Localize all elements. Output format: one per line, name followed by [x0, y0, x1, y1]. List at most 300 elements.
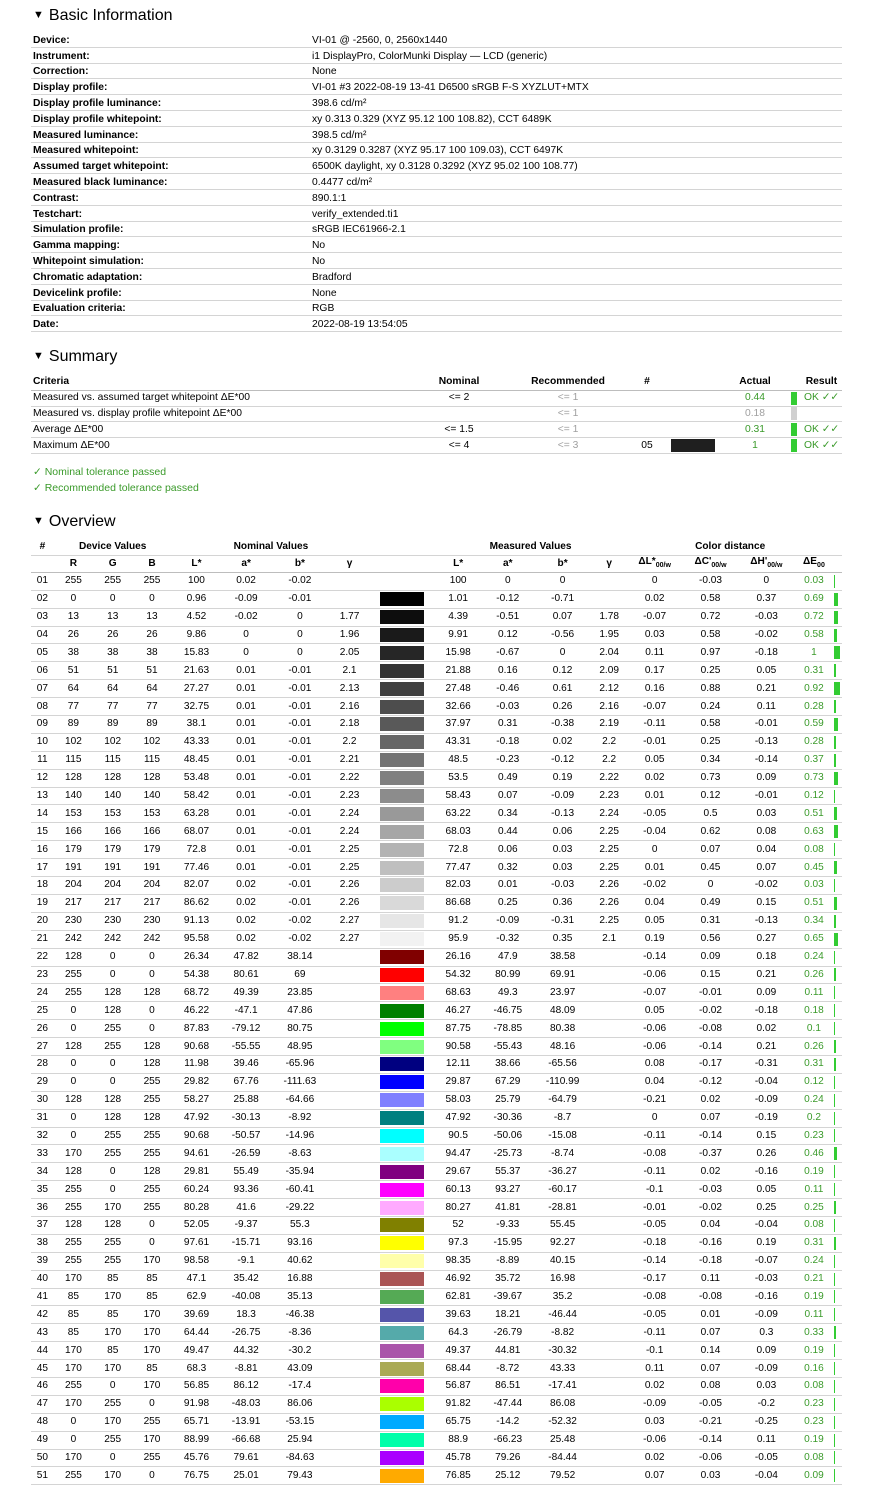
- patch-cell: 0: [627, 572, 683, 590]
- patch-cell: 79.26: [482, 1449, 534, 1467]
- delta-e-bar-cell: [834, 912, 842, 930]
- patch-cell: [329, 590, 370, 608]
- patch-cell: 2.27: [329, 930, 370, 948]
- delta-e-bar-cell: [834, 590, 842, 608]
- patch-cell: 51: [54, 662, 93, 680]
- summary-heading[interactable]: ▼ Summary: [33, 348, 118, 365]
- patch-cell: 0.31: [482, 716, 534, 734]
- delta-e-cell: 0.92: [794, 680, 833, 698]
- delta-e-bar: [834, 807, 837, 820]
- patch-cell: -0.21: [683, 1413, 739, 1431]
- swatch-cell: [370, 1288, 434, 1306]
- patch-cell: 170: [54, 1395, 93, 1413]
- info-row: [31, 300, 842, 316]
- delta-e-cell: 0.23: [794, 1127, 833, 1145]
- patch-cell: 128: [54, 769, 93, 787]
- patch-cell: 48.09: [534, 1002, 592, 1020]
- col-header: b*: [534, 555, 592, 572]
- patch-cell: 35: [31, 1181, 54, 1199]
- delta-e-cell: 0.23: [794, 1395, 833, 1413]
- patch-cell: 0: [534, 572, 592, 590]
- patch-cell: 115: [54, 751, 93, 769]
- patch-cell: 0.11: [683, 1270, 739, 1288]
- delta-e-bar: [834, 646, 840, 659]
- info-value: sRGB IEC61966-2.1: [310, 221, 842, 237]
- patch-cell: 0.01: [683, 1306, 739, 1324]
- delta-e-bar: [834, 968, 836, 981]
- info-value: verify_extended.ti1: [310, 205, 842, 221]
- patch-row: [31, 877, 842, 895]
- recommended-cell: <= 1: [511, 422, 625, 438]
- patch-cell: 128: [132, 1038, 171, 1056]
- delta-e-cell: 0.26: [794, 1038, 833, 1056]
- patch-cell: 15.98: [434, 644, 482, 662]
- patch-cell: 170: [54, 1145, 93, 1163]
- patch-cell: 128: [54, 1216, 93, 1234]
- patch-cell: -60.17: [534, 1181, 592, 1199]
- patch-row: [31, 1252, 842, 1270]
- patch-row: [31, 644, 842, 662]
- patch-cell: 2.25: [592, 912, 627, 930]
- patch-cell: 0.96: [172, 590, 222, 608]
- patch-row: [31, 626, 842, 644]
- patch-cell: 0: [54, 1431, 93, 1449]
- patch-row: [31, 1360, 842, 1378]
- patch-cell: [329, 1449, 370, 1467]
- patch-cell: [329, 1181, 370, 1199]
- patch-cell: 64.44: [172, 1324, 222, 1342]
- patch-cell: 38.14: [271, 948, 329, 966]
- patch-cell: -0.17: [627, 1270, 683, 1288]
- patch-cell: 128: [54, 1038, 93, 1056]
- delta-e-bar-cell: [834, 787, 842, 805]
- color-swatch: [380, 1093, 424, 1107]
- patch-cell: 27: [31, 1038, 54, 1056]
- patch-cell: 21.63: [172, 662, 222, 680]
- patch-cell: -65.96: [271, 1055, 329, 1073]
- patch-cell: 89: [54, 716, 93, 734]
- delta-e-cell: 1: [794, 644, 833, 662]
- patch-cell: 93.27: [482, 1181, 534, 1199]
- patch-cell: 2.26: [329, 877, 370, 895]
- patch-cell: 0.04: [627, 1073, 683, 1091]
- delta-e-cell: 0.19: [794, 1342, 833, 1360]
- patch-cell: 2.2: [592, 751, 627, 769]
- delta-e-bar: [834, 1058, 836, 1071]
- summary-header-row: [31, 375, 842, 390]
- patch-cell: -0.03: [683, 572, 739, 590]
- patch-cell: -0.11: [627, 1324, 683, 1342]
- patch-cell: 1.78: [592, 608, 627, 626]
- patch-cell: 0: [221, 644, 271, 662]
- status-bar: [791, 423, 797, 436]
- patch-cell: 0: [54, 1109, 93, 1127]
- patch-cell: 15: [31, 823, 54, 841]
- info-label: Date:: [31, 316, 310, 332]
- patch-cell: 0.06: [534, 823, 592, 841]
- info-value: xy 0.313 0.329 (XYZ 95.12 100 108.82), CCT 6489K: [310, 110, 842, 126]
- color-swatch: [380, 825, 424, 839]
- patch-cell: -26.75: [221, 1324, 271, 1342]
- patch-row: [31, 1055, 842, 1073]
- patch-cell: 35.2: [534, 1288, 592, 1306]
- delta-e-bar-cell: [834, 894, 842, 912]
- patch-cell: -0.04: [738, 1216, 794, 1234]
- color-swatch: [380, 700, 424, 714]
- patch-cell: 29.87: [434, 1073, 482, 1091]
- patch-cell: 255: [54, 572, 93, 590]
- nominal-cell: <= 1.5: [407, 422, 511, 438]
- color-swatch: [380, 1254, 424, 1268]
- patch-cell: -8.7: [534, 1109, 592, 1127]
- patch-cell: 20: [31, 912, 54, 930]
- delta-e-cell: 0.23: [794, 1413, 833, 1431]
- swatch-cell: [370, 1020, 434, 1038]
- patch-cell: -30.36: [482, 1109, 534, 1127]
- recommended-header: Recommended: [511, 375, 625, 390]
- patch-cell: 64: [132, 680, 171, 698]
- color-swatch: [380, 843, 424, 857]
- patch-cell: 179: [132, 841, 171, 859]
- patch-cell: 0.58: [683, 626, 739, 644]
- status-bar: [791, 407, 797, 420]
- patch-cell: 128: [93, 984, 132, 1002]
- patch-cell: 93.16: [271, 1234, 329, 1252]
- patch-cell: 166: [132, 823, 171, 841]
- patch-cell: 255: [132, 1181, 171, 1199]
- info-label: Device:: [31, 32, 310, 47]
- patch-cell: 0.19: [534, 769, 592, 787]
- patch-cell: 36: [31, 1199, 54, 1217]
- swatch-cell: [370, 841, 434, 859]
- patch-cell: -0.02: [271, 930, 329, 948]
- patch-cell: 0.26: [738, 1145, 794, 1163]
- patch-cell: 2.13: [329, 680, 370, 698]
- patch-cell: 0: [93, 590, 132, 608]
- patch-cell: 0: [54, 590, 93, 608]
- patch-cell: 0.01: [221, 787, 271, 805]
- delta-e-bar: [834, 1380, 835, 1393]
- expand-triangle-icon[interactable]: ▼: [33, 515, 44, 527]
- info-label: Whitepoint simulation:: [31, 253, 310, 269]
- patch-cell: [329, 1431, 370, 1449]
- patch-cell: 191: [132, 859, 171, 877]
- delta-e-bar: [834, 1398, 835, 1411]
- patch-cell: 40: [31, 1270, 54, 1288]
- patch-cell: 85: [132, 1360, 171, 1378]
- patch-cell: [592, 1288, 627, 1306]
- delta-e-bar: [834, 861, 837, 874]
- patch-cell: 18.3: [221, 1306, 271, 1324]
- patch-cell: 0.08: [738, 823, 794, 841]
- delta-e-bar: [834, 879, 835, 892]
- patch-cell: 0: [683, 877, 739, 895]
- patch-cell: 255: [132, 1091, 171, 1109]
- patch-cell: 13: [93, 608, 132, 626]
- patch-cell: 0.15: [738, 894, 794, 912]
- patch-cell: 79.43: [271, 1467, 329, 1485]
- patch-cell: -50.57: [221, 1127, 271, 1145]
- color-swatch: [380, 1075, 424, 1089]
- patch-cell: 204: [93, 877, 132, 895]
- patch-cell: 255: [54, 984, 93, 1002]
- num-cell: [625, 390, 669, 406]
- info-row: [31, 284, 842, 300]
- delta-e-bar: [834, 1165, 835, 1178]
- patch-cell: 2.24: [592, 805, 627, 823]
- patch-cell: -0.13: [738, 912, 794, 930]
- nominal-cell: <= 4: [407, 438, 511, 454]
- swatch-cell: [370, 1449, 434, 1467]
- patch-cell: -9.37: [221, 1216, 271, 1234]
- patch-cell: [592, 590, 627, 608]
- expand-triangle-icon[interactable]: ▼: [33, 350, 44, 362]
- patch-cell: -0.06: [627, 1038, 683, 1056]
- color-swatch: [380, 1379, 424, 1393]
- patch-cell: 2.23: [592, 787, 627, 805]
- summary-row: [31, 390, 842, 406]
- patch-cell: 0.21: [738, 680, 794, 698]
- swatch-cell: [370, 1413, 434, 1431]
- patch-cell: -0.07: [738, 1252, 794, 1270]
- swatch-cell: [370, 1431, 434, 1449]
- status-bar-cell: [789, 422, 801, 438]
- delta-e-bar: [834, 825, 838, 838]
- patch-cell: 255: [132, 1199, 171, 1217]
- delta-e-bar-cell: [834, 1377, 842, 1395]
- delta-e-bar: [834, 1183, 835, 1196]
- patch-cell: -0.18: [738, 1002, 794, 1020]
- patch-cell: 72.8: [172, 841, 222, 859]
- patch-cell: -30.2: [271, 1342, 329, 1360]
- patch-cell: 0.12: [534, 662, 592, 680]
- swatch-cell: [370, 1360, 434, 1378]
- patch-cell: 88.9: [434, 1431, 482, 1449]
- patch-cell: -0.32: [482, 930, 534, 948]
- patch-cell: 128: [54, 1163, 93, 1181]
- patch-cell: 217: [54, 894, 93, 912]
- patch-cell: [329, 1377, 370, 1395]
- patch-cell: 47.9: [482, 948, 534, 966]
- patch-cell: 0: [93, 1449, 132, 1467]
- swatch-cell: [370, 930, 434, 948]
- patch-cell: 255: [54, 1252, 93, 1270]
- patch-cell: 0.07: [683, 841, 739, 859]
- criteria-cell: Average ΔE*00: [31, 422, 407, 438]
- patch-cell: 153: [132, 805, 171, 823]
- patch-cell: [592, 1431, 627, 1449]
- patch-cell: -0.1: [627, 1342, 683, 1360]
- info-value: None: [310, 63, 842, 79]
- patch-cell: -0.07: [627, 698, 683, 716]
- patch-cell: 140: [93, 787, 132, 805]
- patch-cell: -0.23: [482, 751, 534, 769]
- patch-cell: -8.81: [221, 1360, 271, 1378]
- info-row: [31, 32, 842, 47]
- patch-row: [31, 572, 842, 590]
- delta-e-bar-cell: [834, 1270, 842, 1288]
- delta-e-bar-cell: [834, 1395, 842, 1413]
- patch-cell: 2.25: [592, 841, 627, 859]
- expand-triangle-icon[interactable]: ▼: [33, 9, 44, 21]
- swatch-cell: [370, 1127, 434, 1145]
- patch-cell: 0.07: [627, 1467, 683, 1485]
- patch-row: [31, 1324, 842, 1342]
- patch-cell: 53.48: [172, 769, 222, 787]
- patch-cell: [329, 1163, 370, 1181]
- patch-cell: 32.66: [434, 698, 482, 716]
- patch-cell: -0.21: [627, 1091, 683, 1109]
- patch-cell: 0.01: [221, 823, 271, 841]
- patch-cell: -0.01: [271, 894, 329, 912]
- patch-cell: 0.08: [627, 1055, 683, 1073]
- patch-cell: -55.43: [482, 1038, 534, 1056]
- nominal-cell: <= 2: [407, 390, 511, 406]
- swatch-cell: [370, 751, 434, 769]
- patch-cell: 85: [54, 1306, 93, 1324]
- info-row: [31, 205, 842, 221]
- delta-e-bar: [834, 1112, 835, 1125]
- patch-cell: 230: [132, 912, 171, 930]
- patch-cell: 1.96: [329, 626, 370, 644]
- info-label: Correction:: [31, 63, 310, 79]
- patch-cell: 91.13: [172, 912, 222, 930]
- delta-e-bar: [834, 951, 835, 964]
- patch-cell: 0.37: [738, 590, 794, 608]
- patch-cell: 11.98: [172, 1055, 222, 1073]
- col-header: L*: [434, 555, 482, 572]
- patch-cell: [329, 1360, 370, 1378]
- patch-cell: 0: [132, 1395, 171, 1413]
- patch-cell: [329, 1288, 370, 1306]
- delta-e-cell: 0.34: [794, 912, 833, 930]
- patch-cell: -0.14: [627, 948, 683, 966]
- patch-cell: 85: [93, 1270, 132, 1288]
- swatch-cell: [370, 1145, 434, 1163]
- patch-cell: [592, 948, 627, 966]
- patch-cell: -0.03: [738, 1270, 794, 1288]
- criteria-cell: Measured vs. assumed target whitepoint ΔE*00: [31, 390, 407, 406]
- patch-cell: 46: [31, 1377, 54, 1395]
- patch-cell: 0.31: [683, 912, 739, 930]
- delta-e-cell: 0.31: [794, 1234, 833, 1252]
- delta-e-bar-cell: [834, 751, 842, 769]
- result-header: Result: [801, 375, 842, 390]
- overview-heading[interactable]: ▼ Overview: [33, 513, 116, 530]
- delta-e-bar-cell: [834, 984, 842, 1002]
- patch-cell: 0.09: [738, 1342, 794, 1360]
- patch-cell: 0.02: [627, 769, 683, 787]
- patch-cell: -0.67: [482, 644, 534, 662]
- swatch-cell: [370, 877, 434, 895]
- patch-cell: -0.16: [738, 1163, 794, 1181]
- delta-e-bar-cell: [834, 1127, 842, 1145]
- patch-cell: 64: [93, 680, 132, 698]
- patch-cell: 0.25: [482, 894, 534, 912]
- info-row: [31, 79, 842, 95]
- patch-cell: 23: [31, 966, 54, 984]
- swatch-cell: [370, 787, 434, 805]
- patch-cell: 0.05: [627, 751, 683, 769]
- patch-row: [31, 1288, 842, 1306]
- patch-cell: 0.07: [482, 787, 534, 805]
- patch-cell: 25.94: [271, 1431, 329, 1449]
- patch-cell: 68.63: [434, 984, 482, 1002]
- patch-cell: -0.51: [482, 608, 534, 626]
- delta-e-bar-cell: [834, 1091, 842, 1109]
- patch-cell: 0: [93, 1073, 132, 1091]
- delta-e-bar: [834, 933, 838, 946]
- patch-cell: 191: [54, 859, 93, 877]
- patch-row: [31, 894, 842, 912]
- delta-e-bar-cell: [834, 644, 842, 662]
- patch-cell: 0: [93, 1181, 132, 1199]
- delta-subscript: 00/w: [655, 561, 671, 569]
- patch-cell: [329, 1234, 370, 1252]
- color-swatch: [380, 861, 424, 875]
- nominal-pass-message: ✓ Nominal tolerance passed: [33, 466, 167, 478]
- patch-cell: -36.27: [534, 1163, 592, 1181]
- delta-e-bar: [834, 1094, 835, 1107]
- patch-cell: 46.92: [434, 1270, 482, 1288]
- patch-cell: -0.09: [482, 912, 534, 930]
- patch-cell: 0.3: [738, 1324, 794, 1342]
- patch-cell: 0.09: [738, 984, 794, 1002]
- patch-cell: 09: [31, 716, 54, 734]
- patch-cell: [329, 1055, 370, 1073]
- delta-e-cell: 0.24: [794, 1091, 833, 1109]
- patch-cell: 22: [31, 948, 54, 966]
- delta-e-bar-cell: [834, 1342, 842, 1360]
- patch-row: [31, 716, 842, 734]
- patch-cell: 0.07: [683, 1360, 739, 1378]
- patch-cell: -0.09: [627, 1395, 683, 1413]
- patch-cell: [592, 1181, 627, 1199]
- patch-cell: 77.46: [172, 859, 222, 877]
- delta-e-bar-cell: [834, 823, 842, 841]
- patch-cell: 166: [93, 823, 132, 841]
- patch-cell: 0.24: [683, 698, 739, 716]
- patch-cell: 140: [54, 787, 93, 805]
- patch-cell: 65.71: [172, 1413, 222, 1431]
- col-header: B: [132, 555, 171, 572]
- patch-cell: 128: [93, 1091, 132, 1109]
- patch-cell: 43.33: [172, 733, 222, 751]
- patch-cell: -8.63: [271, 1145, 329, 1163]
- delta-e-cell: 0.51: [794, 894, 833, 912]
- patch-cell: 79.52: [534, 1467, 592, 1485]
- color-swatch: [380, 1451, 424, 1465]
- info-label: Instrument:: [31, 47, 310, 63]
- basic-info-heading[interactable]: ▼ Basic Information: [33, 7, 173, 24]
- patch-cell: 2.21: [329, 751, 370, 769]
- patch-cell: 16: [31, 841, 54, 859]
- swatch-cell: [370, 1270, 434, 1288]
- patch-cell: 0.01: [221, 751, 271, 769]
- patch-cell: 0.25: [738, 1199, 794, 1217]
- patch-cell: -8.89: [482, 1252, 534, 1270]
- patch-cell: 45.78: [434, 1449, 482, 1467]
- patch-cell: 0.56: [683, 930, 739, 948]
- patch-cell: 91.82: [434, 1395, 482, 1413]
- patch-cell: 2.16: [592, 698, 627, 716]
- swatch-cell: [370, 1234, 434, 1252]
- patch-cell: 0.02: [534, 733, 592, 751]
- patch-cell: 76.85: [434, 1467, 482, 1485]
- patch-cell: 60.24: [172, 1181, 222, 1199]
- patch-cell: 0: [534, 644, 592, 662]
- patch-cell: 69: [271, 966, 329, 984]
